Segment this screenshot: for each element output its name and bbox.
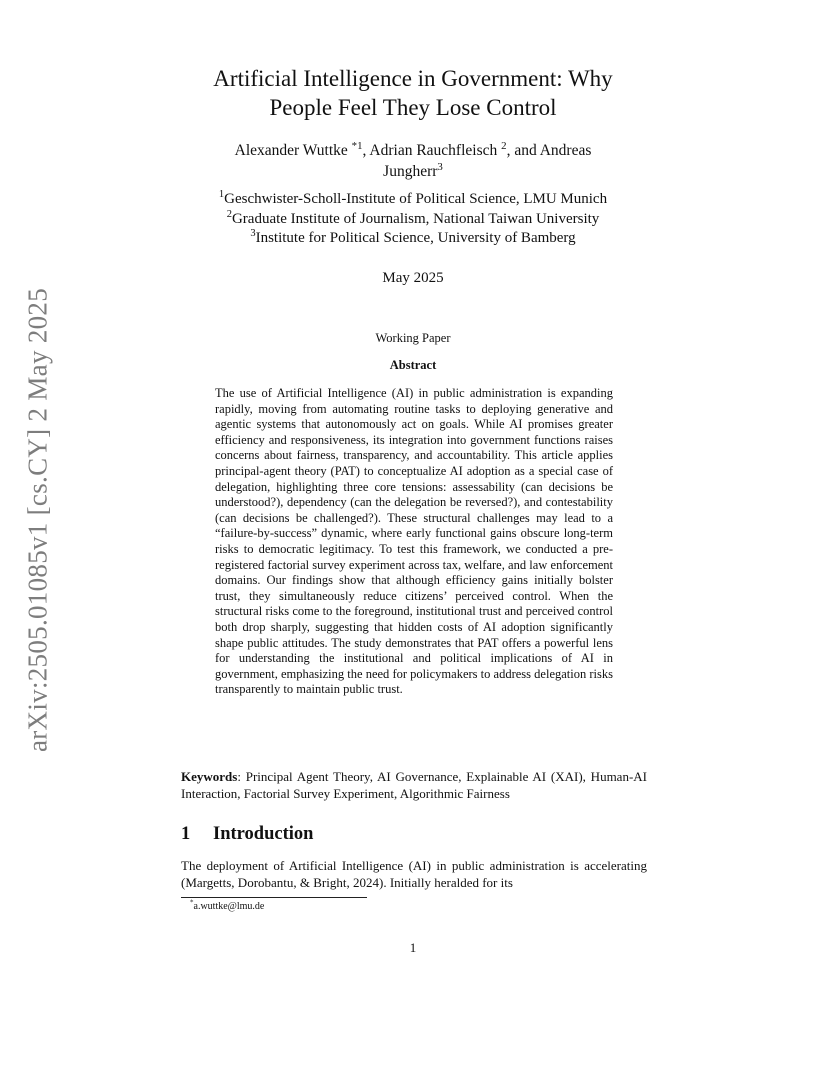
arxiv-identifier: arXiv:2505.01085v1 [cs.CY] 2 May 2025: [22, 287, 53, 753]
author-1-mark: *1: [351, 139, 363, 152]
author-2: Adrian Rauchfleisch: [369, 142, 498, 159]
affiliation-list: [150, 190, 676, 249]
arxiv-identifier-sidebar: [20, 285, 56, 755]
affiliation-1-text: Geschwister-Scholl-Institute of Political Science, LMU Munich: [224, 191, 608, 207]
author-3: Jungherr: [383, 163, 438, 180]
paper-title: [150, 64, 676, 122]
page-number: 1: [409, 940, 417, 955]
author-2-mark: 2: [501, 139, 507, 152]
keywords: [181, 768, 647, 802]
author-1: Alexander Wuttke: [234, 142, 348, 159]
author-3-mark: 3: [437, 160, 443, 173]
abstract-heading: Abstract: [389, 358, 437, 372]
section-number: 1: [181, 824, 191, 844]
keywords-label: Keywords: [181, 769, 238, 784]
author-separator-1: ,: [362, 142, 370, 159]
intro-paragraph: The deployment of Artificial Intelligence (AI) in public administration is accelerating (Margetts, Dorobantu, & Bright, 2024). Initially heralded for its: [181, 858, 647, 890]
affiliation-1-mark: 1: [218, 189, 225, 200]
affiliation-3-mark: 3: [250, 228, 256, 239]
paper-type: Working Paper: [375, 331, 451, 345]
abstract-text: The use of Artificial Intelligence (AI) in public administration is expanding rapidly, moving from automating routine tasks to deploying generative and agentic systems that autonomously act on goals. While AI promises greater efficiency and responsiveness, its integration into government functions raises concerns about fairness, transparency, and accountability. This article applies principal-agent theory (PAT) to conceptualize AI adoption as a special case of delegation, highlighting three core tensions: assessability (can decisions be understood?), dependency (can the delegation be reversed?), and contestability (can decisions be challenged?). These structural challenges may lead to a “failure-by-success” dynamic, where early functional gains obscure long-term risks to democratic legitimacy. To test this framework, we conducted a pre-registered factorial survey experiment across tax, welfare, and law enforcement domains. Our findings show that although efficiency gains initially bolster trust, they simultaneously reduce citizens’ perceived control. When the structural risks come to the foreground, institutional trust and perceived control both drop sharply, suggesting that hidden costs of AI adoption significantly shape public attitudes. The study demonstrates that PAT offers a powerful lens for understanding the institutional and political implications of AI in government, emphasizing the need for policymakers to address delegation risks transparently to maintain public trust.: [215, 386, 613, 697]
title-line-2: People Feel They Lose Control: [269, 95, 557, 120]
author-separator-2: , and Andreas: [506, 142, 592, 159]
footnote-mark: *: [190, 898, 194, 907]
footnote-rule: [181, 897, 367, 898]
section-title: Introduction: [213, 824, 314, 844]
affiliation-2-mark: 2: [226, 208, 232, 220]
affiliation-3: [150, 229, 676, 249]
footnote: [190, 898, 265, 912]
keywords-text: : Principal Agent Theory, AI Governance, Explainable AI (XAI), Human-AI Interaction, Factorial Survey Experiment, Algorithmic Fairness: [181, 769, 647, 801]
author-list: [150, 140, 676, 182]
title-line-1: Artificial Intelligence in Government: Why: [213, 66, 613, 91]
publication-date: May 2025: [382, 270, 444, 286]
affiliation-2-text: Graduate Institute of Journalism, National Taiwan University: [231, 210, 600, 227]
section-heading: [181, 824, 313, 845]
affiliation-3-text: Institute for Political Science, University of Bamberg: [255, 230, 576, 246]
affiliation-2: [150, 210, 676, 230]
footnote-email: a.wuttke@lmu.de: [193, 901, 265, 912]
affiliation-1: [150, 190, 676, 210]
